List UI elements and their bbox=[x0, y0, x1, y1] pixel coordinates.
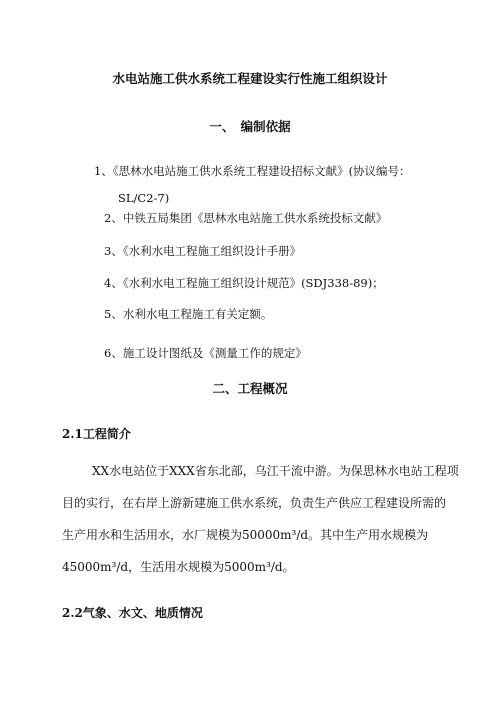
reference-item-5: 5、水利水电工程施工有关定额。 bbox=[104, 307, 273, 321]
subsection-2-2-heading: 2.2气象、水文、地质情况 bbox=[62, 606, 203, 620]
reference-item-1-continued: SL/C2-7) bbox=[118, 191, 170, 205]
section-1-heading: 一、 编制依据 bbox=[209, 119, 291, 134]
reference-item-3: 3、《水利水电工程施工组织设计手册》 bbox=[104, 244, 302, 258]
paragraph-line-1: XX水电站位于XXX省东北部，乌江干流中游。为保思林水电站工程项 bbox=[92, 464, 459, 478]
paragraph-line-4: 45000m³/d，生活用水规模为5000m³/d。 bbox=[62, 560, 295, 574]
reference-item-2: 2、中铁五局集团《思林水电站施工供水系统投标文献》 bbox=[104, 211, 388, 225]
reference-item-4: 4、《水利水电工程施工组织设计规范》(SDJ338-89)； bbox=[104, 276, 384, 290]
subsection-2-1-heading: 2.1工程简介 bbox=[62, 427, 131, 441]
reference-item-6: 6、施工设计图纸及《测量工作的规定》 bbox=[104, 346, 307, 360]
document-title: 水电站施工供水系统工程建设实行性施工组织设计 bbox=[112, 71, 388, 86]
reference-item-1: 1、《思林水电站施工供水系统工程建设招标文献》(协议编号： bbox=[94, 164, 411, 178]
paragraph-line-2: 目的实行，在右岸上游新建施工供水系统，负责生产供应工程建设所需的 bbox=[62, 496, 447, 510]
section-2-heading: 二、工程概况 bbox=[212, 381, 288, 396]
paragraph-line-3: 生产用水和生活用水，水厂规模为50000m³/d。其中生产用水规模为 bbox=[62, 528, 429, 542]
